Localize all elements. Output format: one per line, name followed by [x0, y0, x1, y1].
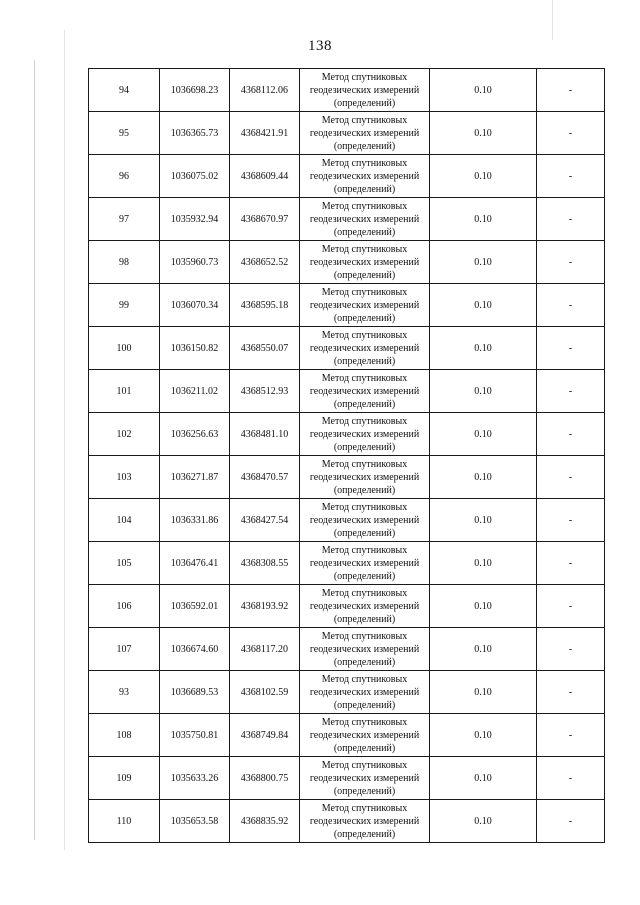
method-cell	[300, 714, 430, 757]
table-row	[89, 499, 605, 542]
method-line: (определений)	[333, 441, 396, 453]
description-cell: -	[537, 800, 605, 843]
method-line: Метод спутниковых	[321, 630, 408, 642]
description-cell: -	[537, 198, 605, 241]
table-row	[89, 585, 605, 628]
x-coordinate-cell: 1035633.26	[160, 757, 230, 800]
method-cell	[300, 585, 430, 628]
accuracy-cell: 0.10	[430, 69, 537, 112]
description-cell: -	[537, 542, 605, 585]
method-line: Метод спутниковых	[321, 544, 408, 556]
method-cell	[300, 284, 430, 327]
point-number-cell: 106	[89, 585, 160, 628]
x-coordinate-cell: 1036211.02	[160, 370, 230, 413]
method-line: Метод спутниковых	[321, 673, 408, 685]
y-coordinate-cell: 4368470.57	[230, 456, 300, 499]
method-line: геодезических измерений	[309, 557, 420, 569]
x-coordinate-cell: 1036070.34	[160, 284, 230, 327]
method-line: (определений)	[333, 828, 396, 840]
accuracy-cell: 0.10	[430, 585, 537, 628]
point-number-cell: 97	[89, 198, 160, 241]
method-cell	[300, 456, 430, 499]
accuracy-cell: 0.10	[430, 757, 537, 800]
description-cell: -	[537, 69, 605, 112]
accuracy-cell: 0.10	[430, 456, 537, 499]
scan-margin-line	[64, 30, 65, 850]
description-cell: -	[537, 112, 605, 155]
method-line: (определений)	[333, 226, 396, 238]
method-line: Метод спутниковых	[321, 501, 408, 513]
method-line: Метод спутниковых	[321, 716, 408, 728]
accuracy-cell: 0.10	[430, 155, 537, 198]
x-coordinate-cell: 1036592.01	[160, 585, 230, 628]
y-coordinate-cell: 4368512.93	[230, 370, 300, 413]
method-cell	[300, 69, 430, 112]
method-line: геодезических измерений	[309, 385, 420, 397]
coordinates-table-body	[89, 69, 605, 843]
y-coordinate-cell: 4368117.20	[230, 628, 300, 671]
accuracy-cell: 0.10	[430, 671, 537, 714]
method-line: геодезических измерений	[309, 772, 420, 784]
description-cell: -	[537, 370, 605, 413]
scan-margin-line	[552, 0, 553, 40]
y-coordinate-cell: 4368749.84	[230, 714, 300, 757]
method-line: (определений)	[333, 613, 396, 625]
table-row	[89, 155, 605, 198]
method-cell	[300, 413, 430, 456]
method-cell	[300, 241, 430, 284]
x-coordinate-cell: 1035932.94	[160, 198, 230, 241]
table-row	[89, 284, 605, 327]
y-coordinate-cell: 4368652.52	[230, 241, 300, 284]
description-cell: -	[537, 757, 605, 800]
y-coordinate-cell: 4368835.92	[230, 800, 300, 843]
method-line: Метод спутниковых	[321, 286, 408, 298]
x-coordinate-cell: 1036256.63	[160, 413, 230, 456]
method-line: Метод спутниковых	[321, 157, 408, 169]
method-line: геодезических измерений	[309, 299, 420, 311]
method-line: (определений)	[333, 484, 396, 496]
method-line: (определений)	[333, 785, 396, 797]
table-row	[89, 714, 605, 757]
x-coordinate-cell: 1035960.73	[160, 241, 230, 284]
accuracy-cell: 0.10	[430, 499, 537, 542]
method-cell	[300, 499, 430, 542]
method-line: (определений)	[333, 699, 396, 711]
method-line: (определений)	[333, 140, 396, 152]
method-line: (определений)	[333, 570, 396, 582]
y-coordinate-cell: 4368308.55	[230, 542, 300, 585]
accuracy-cell: 0.10	[430, 542, 537, 585]
method-line: геодезических измерений	[309, 342, 420, 354]
method-line: (определений)	[333, 742, 396, 754]
x-coordinate-cell: 1036075.02	[160, 155, 230, 198]
x-coordinate-cell: 1036689.53	[160, 671, 230, 714]
method-line: геодезических измерений	[309, 471, 420, 483]
y-coordinate-cell: 4368112.06	[230, 69, 300, 112]
table-row	[89, 542, 605, 585]
accuracy-cell: 0.10	[430, 284, 537, 327]
method-cell	[300, 370, 430, 413]
method-line: (определений)	[333, 183, 396, 195]
point-number-cell: 107	[89, 628, 160, 671]
point-number-cell: 99	[89, 284, 160, 327]
page-number: 138	[308, 38, 332, 54]
description-cell: -	[537, 585, 605, 628]
description-cell: -	[537, 241, 605, 284]
method-line: (определений)	[333, 97, 396, 109]
table-row	[89, 800, 605, 843]
method-line: (определений)	[333, 269, 396, 281]
method-line: (определений)	[333, 355, 396, 367]
point-number-cell: 101	[89, 370, 160, 413]
method-line: Метод спутниковых	[321, 372, 408, 384]
point-number-cell: 100	[89, 327, 160, 370]
y-coordinate-cell: 4368102.59	[230, 671, 300, 714]
scan-margin-line	[34, 60, 35, 840]
method-cell	[300, 112, 430, 155]
table-row	[89, 413, 605, 456]
y-coordinate-cell: 4368421.91	[230, 112, 300, 155]
method-line: Метод спутниковых	[321, 587, 408, 599]
point-number-cell: 96	[89, 155, 160, 198]
method-line: (определений)	[333, 398, 396, 410]
point-number-cell: 104	[89, 499, 160, 542]
point-number-cell: 109	[89, 757, 160, 800]
method-line: геодезических измерений	[309, 127, 420, 139]
x-coordinate-cell: 1036331.86	[160, 499, 230, 542]
table-row	[89, 757, 605, 800]
y-coordinate-cell: 4368595.18	[230, 284, 300, 327]
method-line: геодезических измерений	[309, 170, 420, 182]
y-coordinate-cell: 4368481.10	[230, 413, 300, 456]
accuracy-cell: 0.10	[430, 714, 537, 757]
method-cell	[300, 155, 430, 198]
method-line: геодезических измерений	[309, 213, 420, 225]
description-cell: -	[537, 714, 605, 757]
method-line: (определений)	[333, 312, 396, 324]
table-row	[89, 628, 605, 671]
x-coordinate-cell: 1035750.81	[160, 714, 230, 757]
method-line: геодезических измерений	[309, 815, 420, 827]
point-number-cell: 110	[89, 800, 160, 843]
method-line: Метод спутниковых	[321, 759, 408, 771]
x-coordinate-cell: 1036698.23	[160, 69, 230, 112]
y-coordinate-cell: 4368800.75	[230, 757, 300, 800]
point-number-cell: 108	[89, 714, 160, 757]
y-coordinate-cell: 4368550.07	[230, 327, 300, 370]
method-line: геодезических измерений	[309, 600, 420, 612]
table-row	[89, 456, 605, 499]
description-cell: -	[537, 155, 605, 198]
x-coordinate-cell: 1035653.58	[160, 800, 230, 843]
method-line: геодезических измерений	[309, 643, 420, 655]
method-line: (определений)	[333, 527, 396, 539]
description-cell: -	[537, 628, 605, 671]
description-cell: -	[537, 499, 605, 542]
description-cell: -	[537, 284, 605, 327]
x-coordinate-cell: 1036365.73	[160, 112, 230, 155]
x-coordinate-cell: 1036674.60	[160, 628, 230, 671]
table-row	[89, 198, 605, 241]
point-number-cell: 95	[89, 112, 160, 155]
y-coordinate-cell: 4368427.54	[230, 499, 300, 542]
point-number-cell: 103	[89, 456, 160, 499]
method-line: Метод спутниковых	[321, 200, 408, 212]
description-cell: -	[537, 327, 605, 370]
method-line: Метод спутниковых	[321, 415, 408, 427]
coordinates-table	[88, 68, 605, 843]
accuracy-cell: 0.10	[430, 241, 537, 284]
accuracy-cell: 0.10	[430, 800, 537, 843]
method-cell	[300, 327, 430, 370]
y-coordinate-cell: 4368193.92	[230, 585, 300, 628]
table-row	[89, 69, 605, 112]
method-line: геодезических измерений	[309, 256, 420, 268]
description-cell: -	[537, 671, 605, 714]
x-coordinate-cell: 1036271.87	[160, 456, 230, 499]
method-line: Метод спутниковых	[321, 71, 408, 83]
table-row	[89, 327, 605, 370]
description-cell: -	[537, 413, 605, 456]
accuracy-cell: 0.10	[430, 628, 537, 671]
method-line: Метод спутниковых	[321, 458, 408, 470]
description-cell: -	[537, 456, 605, 499]
method-cell	[300, 198, 430, 241]
method-cell	[300, 757, 430, 800]
method-cell	[300, 628, 430, 671]
table-row	[89, 370, 605, 413]
point-number-cell: 94	[89, 69, 160, 112]
accuracy-cell: 0.10	[430, 112, 537, 155]
accuracy-cell: 0.10	[430, 327, 537, 370]
method-line: геодезических измерений	[309, 84, 420, 96]
point-number-cell: 105	[89, 542, 160, 585]
accuracy-cell: 0.10	[430, 198, 537, 241]
method-line: геодезических измерений	[309, 729, 420, 741]
x-coordinate-cell: 1036476.41	[160, 542, 230, 585]
table-row	[89, 671, 605, 714]
method-line: (определений)	[333, 656, 396, 668]
point-number-cell: 93	[89, 671, 160, 714]
accuracy-cell: 0.10	[430, 413, 537, 456]
accuracy-cell: 0.10	[430, 370, 537, 413]
method-cell	[300, 671, 430, 714]
y-coordinate-cell: 4368670.97	[230, 198, 300, 241]
x-coordinate-cell: 1036150.82	[160, 327, 230, 370]
method-cell	[300, 542, 430, 585]
method-line: геодезических измерений	[309, 514, 420, 526]
method-line: Метод спутниковых	[321, 802, 408, 814]
method-line: геодезических измерений	[309, 686, 420, 698]
point-number-cell: 102	[89, 413, 160, 456]
table-row	[89, 241, 605, 284]
method-line: Метод спутниковых	[321, 114, 408, 126]
y-coordinate-cell: 4368609.44	[230, 155, 300, 198]
point-number-cell: 98	[89, 241, 160, 284]
method-line: Метод спутниковых	[321, 329, 408, 341]
method-line: Метод спутниковых	[321, 243, 408, 255]
method-line: геодезических измерений	[309, 428, 420, 440]
table-row	[89, 112, 605, 155]
method-cell	[300, 800, 430, 843]
